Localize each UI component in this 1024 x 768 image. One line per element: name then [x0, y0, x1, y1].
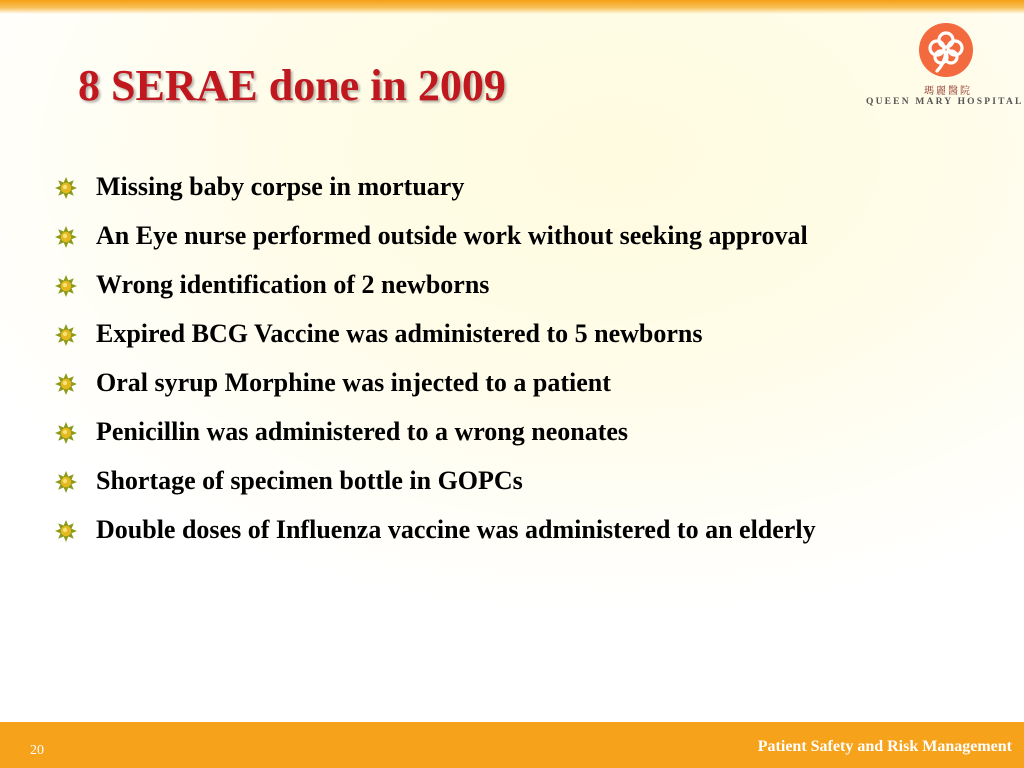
- bullet-text: An Eye nurse performed outside work without seeking approval: [96, 221, 808, 250]
- bullet-text: Shortage of specimen bottle in GOPCs: [96, 466, 523, 495]
- bullet-text: Oral syrup Morphine was injected to a patient: [96, 368, 611, 397]
- starburst-bullet-icon: [55, 422, 77, 444]
- bullet-item: [55, 413, 955, 450]
- top-accent-bar: [0, 0, 1024, 14]
- bullet-text: Missing baby corpse in mortuary: [96, 172, 465, 201]
- footer-bar: [0, 722, 1024, 768]
- bullet-item: [55, 217, 955, 254]
- starburst-bullet-icon: [55, 520, 77, 542]
- starburst-bullet-icon: [55, 226, 77, 248]
- bullet-item: [55, 511, 955, 548]
- logo-chinese-name: 瑪麗醫院: [924, 86, 972, 97]
- starburst-bullet-icon: [55, 373, 77, 395]
- starburst-bullet-icon: [55, 177, 77, 199]
- bullet-list: [55, 168, 955, 560]
- starburst-bullet-icon: [55, 324, 77, 346]
- footer-text: Patient Safety and Risk Management: [757, 738, 1012, 755]
- bullet-item: [55, 462, 955, 499]
- flower-logo-icon: [918, 22, 974, 78]
- slide-title: 8 SERAE done in 2009: [78, 61, 506, 110]
- bullet-item: [55, 266, 955, 303]
- bullet-text: Wrong identification of 2 newborns: [96, 270, 490, 299]
- logo-english-name: QUEEN MARY HOSPITAL: [866, 97, 1024, 107]
- bullet-item: [55, 364, 955, 401]
- starburst-bullet-icon: [55, 471, 77, 493]
- bullet-text: Double doses of Influenza vaccine was administered to an elderly: [96, 515, 816, 544]
- bullet-item: [55, 315, 955, 352]
- bullet-item: [55, 168, 955, 205]
- page-number: 20: [30, 743, 44, 758]
- hospital-logo: [862, 22, 1024, 112]
- starburst-bullet-icon: [55, 275, 77, 297]
- bullet-text: Expired BCG Vaccine was administered to 5 newborns: [96, 319, 703, 348]
- bullet-text: Penicillin was administered to a wrong neonates: [96, 417, 629, 446]
